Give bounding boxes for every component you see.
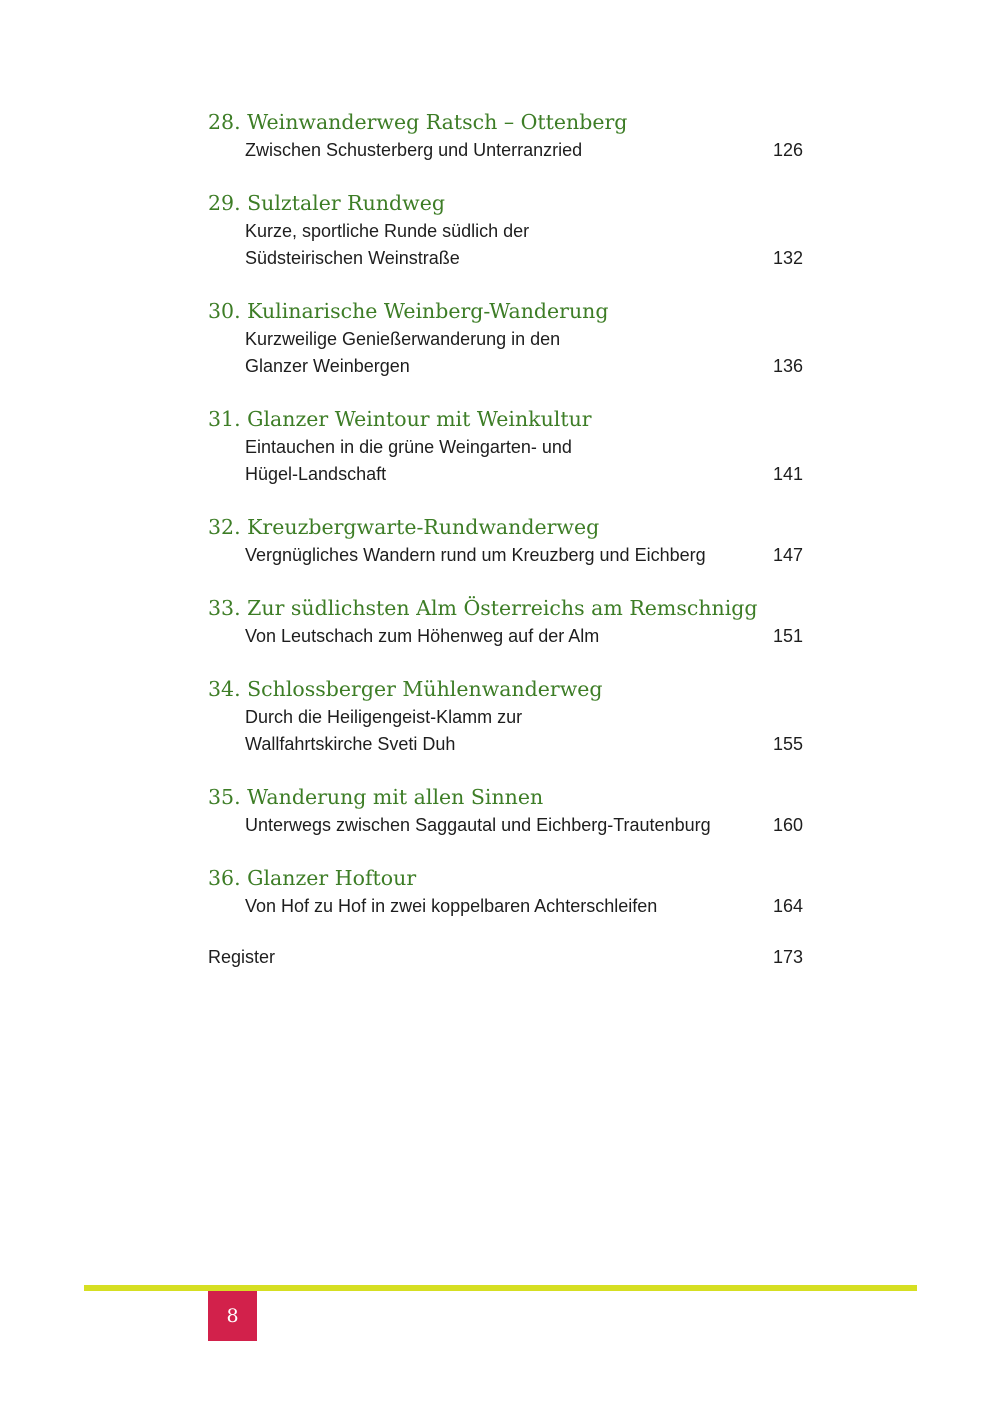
toc-entry-subtitle-line: Kurzweilige Genießerwanderung in den <box>245 329 561 349</box>
toc-entry-subtitle-line: Zwischen Schusterberg und Unterranzried <box>245 140 583 160</box>
toc-entry-page-number: 141 <box>772 464 803 484</box>
toc-entry-title: 36. Glanzer Hoftour <box>208 866 417 890</box>
page-number: 8 <box>226 1305 239 1327</box>
toc-entry[interactable] <box>208 674 808 758</box>
table-of-contents <box>208 107 808 971</box>
register-entry[interactable] <box>208 944 808 971</box>
page-number-badge <box>208 1291 257 1341</box>
toc-entry-title: 30. Kulinarische Weinberg-Wanderung <box>208 299 609 323</box>
toc-entry-subtitle-line: Eintauchen in die grüne Weingarten- und <box>245 437 572 457</box>
toc-entry-page-number: 136 <box>772 356 803 376</box>
toc-entry-page-number: 155 <box>772 734 803 754</box>
toc-entry-subtitle <box>208 434 808 488</box>
toc-entry-subtitle-line: Hügel-Landschaft <box>245 464 387 484</box>
toc-entry-title: 31. Glanzer Weintour mit Weinkultur <box>208 407 592 431</box>
toc-entry-subtitle-line: Durch die Heiligengeist-Klamm zur <box>245 707 523 727</box>
toc-entry-subtitle-line: Von Leutschach zum Höhenweg auf der Alm <box>245 626 600 646</box>
toc-entry-title: 35. Wanderung mit allen Sinnen <box>208 785 544 809</box>
toc-entry-subtitle <box>208 704 808 758</box>
toc-entry[interactable] <box>208 593 808 650</box>
toc-entry-subtitle-line: Glanzer Weinbergen <box>245 356 410 376</box>
toc-entry-page-number: 164 <box>772 896 803 916</box>
toc-entry-subtitle-line: Unterwegs zwischen Saggautal und Eichberg-Trautenburg <box>245 815 711 835</box>
toc-entry-subtitle <box>208 623 808 650</box>
toc-entry-subtitle <box>208 542 808 569</box>
toc-entry-subtitle-line: Kurze, sportliche Runde südlich der <box>245 221 530 241</box>
toc-entry-subtitle <box>208 893 808 920</box>
toc-entry-title: 33. Zur südlichsten Alm Österreichs am Remschnigg <box>208 596 758 620</box>
register-page-number: 173 <box>772 947 803 967</box>
toc-entry-title: 32. Kreuzbergwarte-Rundwanderweg <box>208 515 600 539</box>
toc-entry[interactable] <box>208 782 808 839</box>
toc-entry[interactable] <box>208 863 808 920</box>
toc-entry-subtitle-line: Wallfahrtskirche Sveti Duh <box>245 734 456 754</box>
toc-entry[interactable] <box>208 296 808 380</box>
toc-entry-subtitle-line: Südsteirischen Weinstraße <box>245 248 460 268</box>
toc-entry-title: 28. Weinwanderweg Ratsch – Ottenberg <box>208 110 628 134</box>
toc-entry[interactable] <box>208 512 808 569</box>
toc-entry-page-number: 151 <box>772 626 803 646</box>
toc-entry-subtitle <box>208 812 808 839</box>
toc-entry-page-number: 147 <box>772 545 803 565</box>
toc-entry-title: 29. Sulztaler Rundweg <box>208 191 445 215</box>
toc-entry-subtitle <box>208 137 808 164</box>
toc-entry-subtitle-line: Vergnügliches Wandern rund um Kreuzberg und Eichberg <box>245 545 706 565</box>
toc-entry-subtitle <box>208 326 808 380</box>
toc-entry-page-number: 126 <box>772 140 803 160</box>
register-label: Register <box>208 947 276 967</box>
toc-entry[interactable] <box>208 107 808 164</box>
toc-entry-page-number: 132 <box>772 248 803 268</box>
toc-entry[interactable] <box>208 404 808 488</box>
toc-entry-title: 34. Schlossberger Mühlenwanderweg <box>208 677 603 701</box>
toc-entry-subtitle <box>208 218 808 272</box>
toc-entry[interactable] <box>208 188 808 272</box>
toc-entries <box>208 107 808 920</box>
toc-entry-page-number: 160 <box>772 815 803 835</box>
toc-entry-subtitle-line: Von Hof zu Hof in zwei koppelbaren Achterschleifen <box>245 896 658 916</box>
